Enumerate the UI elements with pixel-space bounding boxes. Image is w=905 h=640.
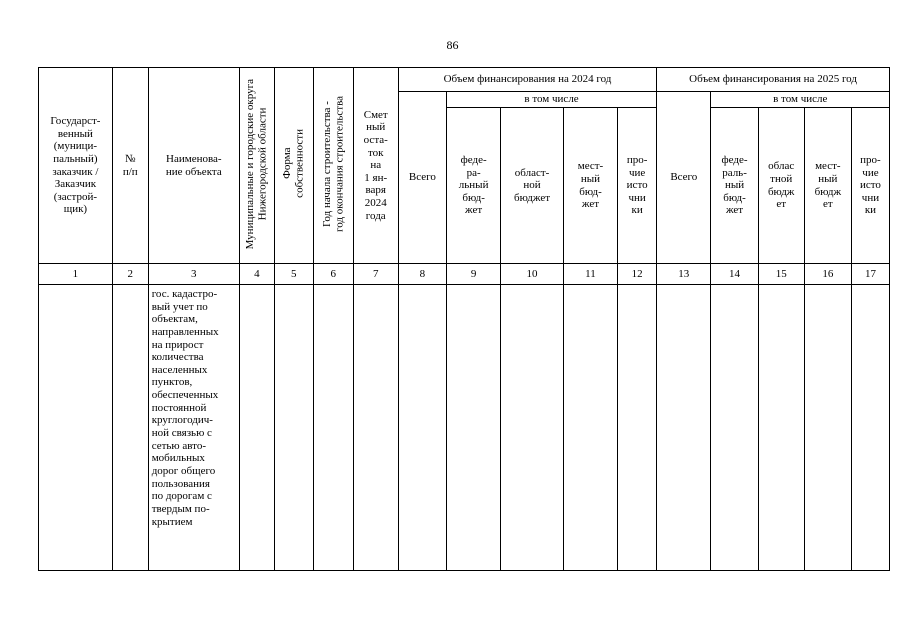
cell-regional-2025	[758, 285, 804, 571]
page-number: 86	[446, 38, 459, 52]
column-number: 10	[501, 264, 564, 285]
column-number: 9	[446, 264, 500, 285]
column-number: 14	[711, 264, 758, 285]
header-federal-2025: феде- раль- ный бюд- жет	[711, 108, 758, 264]
cell-object-name: гос. кадастро- вый учет по объектам, направленных на прирост количества населенных пунктов, обеспеченных постоянной круглогодич- ной связью с сетью авто- мобильных дорог общего пользования по дорогам с твердым по- крытием	[148, 285, 239, 571]
column-number: 2	[112, 264, 148, 285]
column-number-row	[39, 264, 890, 285]
column-number: 12	[618, 264, 657, 285]
header-financing-2024: Объем финансирования на 2024 год	[398, 68, 656, 92]
header-federal-2024: феде- ра- льный бюд- жет	[446, 108, 500, 264]
header-other-2025: про- чие исто чни ки	[851, 108, 889, 264]
header-municipality	[239, 68, 274, 264]
column-number: 8	[398, 264, 446, 285]
header-including-2024: в том числе	[446, 92, 656, 108]
column-number: 13	[657, 264, 711, 285]
column-number: 4	[239, 264, 274, 285]
header-regional-2024: област- ной бюджет	[501, 108, 564, 264]
header-including-2025: в том числе	[711, 92, 890, 108]
column-number: 1	[39, 264, 113, 285]
cell-ownership	[274, 285, 313, 571]
column-number: 11	[563, 264, 617, 285]
cell-construction-years	[313, 285, 353, 571]
column-number: 16	[804, 264, 851, 285]
cell-local-2024	[563, 285, 617, 571]
cell-other-2025	[851, 285, 889, 571]
cell-municipality	[239, 285, 274, 571]
cell-other-2024	[618, 285, 657, 571]
cell-federal-2024	[446, 285, 500, 571]
header-total-2025: Всего	[657, 92, 711, 264]
cell-regional-2024	[501, 285, 564, 571]
header-total-2024: Всего	[398, 92, 446, 264]
cell-federal-2025	[711, 285, 758, 571]
cell-total-2025	[657, 285, 711, 571]
header-ownership-text: Форма собственности	[281, 129, 306, 199]
header-financing-2025: Объем финансирования на 2025 год	[657, 68, 890, 92]
header-customer: Государст- венный (муници- пальный) заказчик / Заказчик (застрой- щик)	[39, 68, 113, 264]
header-construction-years-text: Год начала строительства - год окончания строительства	[320, 95, 346, 232]
cell-local-2025	[804, 285, 851, 571]
cell-number	[112, 285, 148, 571]
table-row	[39, 285, 890, 571]
header-estimate-balance: Смет ный оста- ток на 1 ян- варя 2024 года	[353, 68, 398, 264]
column-number: 6	[313, 264, 353, 285]
column-number: 7	[353, 264, 398, 285]
header-municipality-text: Муниципальные и городские округа Нижегородской области	[244, 78, 269, 249]
header-local-2025: мест- ный бюдж ет	[804, 108, 851, 264]
cell-estimate-balance	[353, 285, 398, 571]
column-number: 5	[274, 264, 313, 285]
column-number: 3	[148, 264, 239, 285]
header-other-2024: про- чие исто чни ки	[618, 108, 657, 264]
column-number: 15	[758, 264, 804, 285]
cell-customer	[39, 285, 113, 571]
header-regional-2025: облас тной бюдж ет	[758, 108, 804, 264]
cell-total-2024	[398, 285, 446, 571]
header-local-2024: мест- ный бюд- жет	[563, 108, 617, 264]
header-object-name: Наименова- ние объекта	[148, 68, 239, 264]
column-number: 17	[851, 264, 889, 285]
header-construction-years	[313, 68, 353, 264]
financing-table	[38, 67, 890, 571]
header-number: № п/п	[112, 68, 148, 264]
header-ownership	[274, 68, 313, 264]
